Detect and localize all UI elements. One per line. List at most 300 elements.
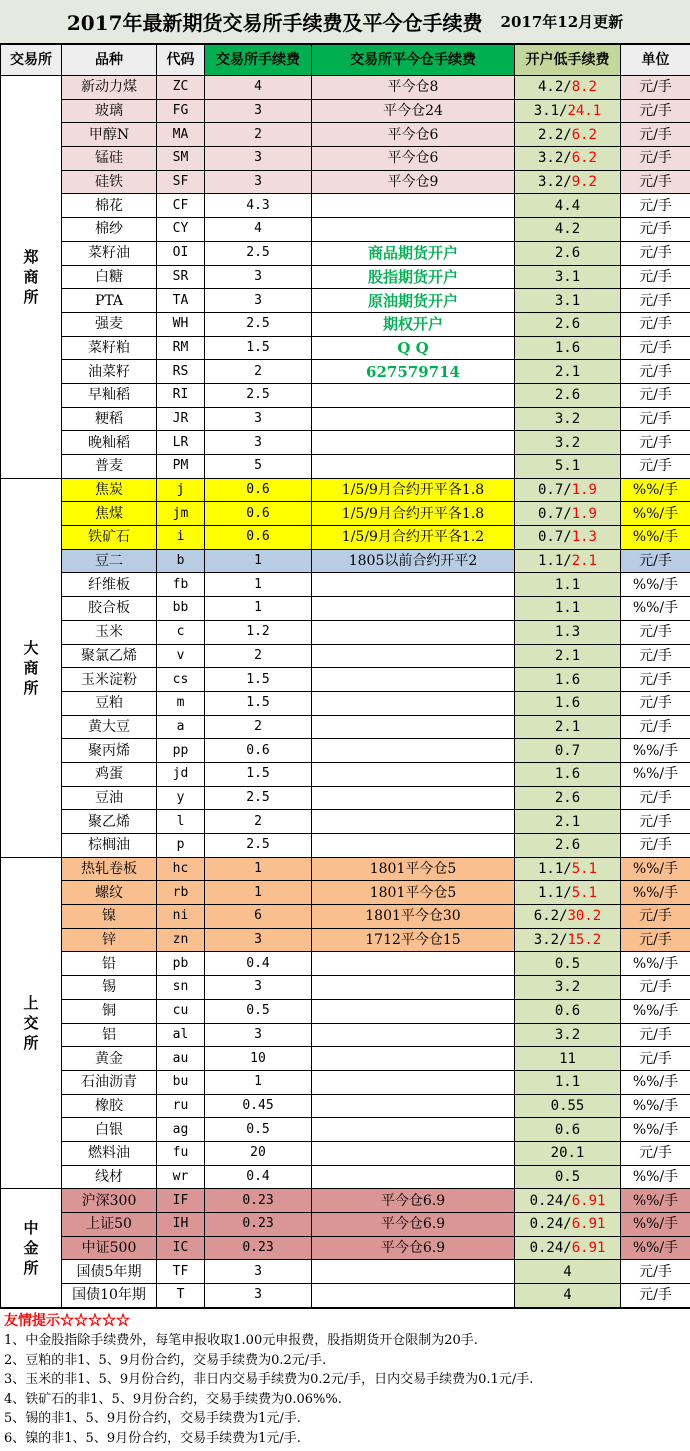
exchange-fee: 0.6 (205, 502, 312, 526)
exchange-fee: 2.5 (205, 312, 312, 336)
low-fee-base: 3.2 (555, 979, 580, 995)
notes-section (0, 1308, 690, 1451)
low-fee (515, 123, 621, 147)
table-row (1, 1189, 690, 1213)
table-row (1, 549, 690, 573)
product-name: PTA (62, 289, 157, 313)
fee-unit: 元/手 (621, 194, 690, 218)
product-code: jm (157, 502, 205, 526)
low-fee-base: 0.6 (555, 1003, 580, 1019)
fee-unit: 元/手 (621, 99, 690, 123)
table-row (1, 431, 690, 455)
table-row (1, 928, 690, 952)
product-name: 上证50 (62, 1213, 157, 1237)
close-today-fee (312, 218, 515, 242)
product-code: p (157, 834, 205, 858)
exchange-fee: 1.5 (205, 336, 312, 360)
exchange-fee: 5 (205, 455, 312, 479)
table-row (1, 1213, 690, 1237)
product-name: 玉米 (62, 620, 157, 644)
fee-unit: %%/手 (621, 573, 690, 597)
close-today-fee: 1805以前合约开平2 (312, 549, 515, 573)
low-fee (515, 265, 621, 289)
product-code: y (157, 786, 205, 810)
exchange-fee: 0.23 (205, 1236, 312, 1260)
exchange-fee: 3 (205, 99, 312, 123)
fee-unit: %%/手 (621, 597, 690, 621)
fee-unit: 元/手 (621, 1047, 690, 1071)
product-code: fu (157, 1141, 205, 1165)
low-fee (515, 881, 621, 905)
product-name: 豆二 (62, 549, 157, 573)
low-fee-base: 3.1 (555, 269, 580, 285)
exchange-fee: 3 (205, 265, 312, 289)
close-today-fee: 1/5/9月合约开平各1.2 (312, 526, 515, 550)
low-fee-close-today: 30.2 (568, 908, 602, 924)
product-name: 棉花 (62, 194, 157, 218)
table-row (1, 1070, 690, 1094)
table-row (1, 1023, 690, 1047)
fee-unit: 元/手 (621, 1023, 690, 1047)
product-name: 螺纹 (62, 881, 157, 905)
exchange-fee: 2 (205, 360, 312, 384)
close-today-fee: 平今仓6.9 (312, 1236, 515, 1260)
close-today-fee (312, 715, 515, 739)
low-fee (515, 905, 621, 929)
product-code: SM (157, 147, 205, 171)
low-fee (515, 289, 621, 313)
close-today-fee: 平今仓6 (312, 147, 515, 171)
low-fee-base: 4 (563, 1264, 571, 1280)
low-fee (515, 1070, 621, 1094)
table-row (1, 99, 690, 123)
exchange-name: 大商所 (1, 478, 62, 857)
low-fee (515, 999, 621, 1023)
close-today-fee (312, 597, 515, 621)
low-fee-base: 2.6 (555, 316, 580, 332)
product-name: 热轧卷板 (62, 857, 157, 881)
fee-unit: 元/手 (621, 147, 690, 171)
exchange-name: 中金所 (1, 1189, 62, 1307)
table-row (1, 383, 690, 407)
page-title: 2017年最新期货交易所手续费及平今仓手续费 (67, 7, 483, 36)
product-name: 聚乙烯 (62, 810, 157, 834)
product-code: b (157, 549, 205, 573)
close-today-fee: 1801平今仓30 (312, 905, 515, 929)
fee-unit: 元/手 (621, 336, 690, 360)
exchange-fee: 10 (205, 1047, 312, 1071)
close-today-fee: 平今仓6 (312, 123, 515, 147)
product-code: zn (157, 928, 205, 952)
table-row (1, 668, 690, 692)
product-name: 豆粕 (62, 691, 157, 715)
low-fee-base: 0.55 (551, 1098, 585, 1114)
close-today-fee: 1/5/9月合约开平各1.8 (312, 478, 515, 502)
low-fee (515, 312, 621, 336)
low-fee (515, 976, 621, 1000)
low-fee (515, 810, 621, 834)
table-row (1, 881, 690, 905)
product-code: RS (157, 360, 205, 384)
exchange-fee: 3 (205, 1023, 312, 1047)
exchange-fee: 1 (205, 597, 312, 621)
product-name: 黄大豆 (62, 715, 157, 739)
low-fee-base: 2.6 (555, 837, 580, 853)
low-fee-base: 5.1 (555, 458, 580, 474)
fee-unit: 元/手 (621, 786, 690, 810)
product-name: 普麦 (62, 455, 157, 479)
low-fee-base: 1.1/ (538, 861, 572, 877)
fee-unit: %%/手 (621, 1213, 690, 1237)
low-fee (515, 573, 621, 597)
product-name: 镍 (62, 905, 157, 929)
close-today-fee: 平今仓9 (312, 170, 515, 194)
low-fee-base: 4.2/ (538, 79, 572, 95)
product-code: al (157, 1023, 205, 1047)
close-today-fee (312, 1260, 515, 1284)
note-item: 5、锡的非1、5、9月份合约，交易手续费为1元/手. (4, 1409, 686, 1429)
fee-unit: %%/手 (621, 478, 690, 502)
close-today-fee (312, 1047, 515, 1071)
fee-unit: 元/手 (621, 691, 690, 715)
table-row (1, 644, 690, 668)
low-fee (515, 1260, 621, 1284)
exchange-fee: 3 (205, 928, 312, 952)
close-today-fee: 1712平今仓15 (312, 928, 515, 952)
low-fee-base: 0.24/ (530, 1240, 572, 1256)
product-code: fb (157, 573, 205, 597)
fee-unit: %%/手 (621, 739, 690, 763)
product-name: 新动力煤 (62, 76, 157, 100)
low-fee-base: 0.6 (555, 1122, 580, 1138)
product-code: CY (157, 218, 205, 242)
product-code: PM (157, 455, 205, 479)
update-date: 2017年12月更新 (501, 11, 624, 32)
low-fee (515, 99, 621, 123)
fee-unit: 元/手 (621, 928, 690, 952)
low-fee-close-today: 2.1 (572, 553, 597, 569)
close-today-fee: 1801平今仓5 (312, 857, 515, 881)
col-header-code: 代码 (157, 45, 205, 76)
exchange-fee: 2.5 (205, 786, 312, 810)
product-name: 石油沥青 (62, 1070, 157, 1094)
exchange-fee: 0.4 (205, 1165, 312, 1189)
low-fee-base: 0.7/ (538, 529, 572, 545)
exchange-fee: 2.5 (205, 834, 312, 858)
low-fee-close-today: 1.9 (572, 506, 597, 522)
low-fee-base: 2.6 (555, 387, 580, 403)
product-code: rb (157, 881, 205, 905)
close-today-fee (312, 455, 515, 479)
promo-text: 商品期货开户 (312, 241, 515, 265)
low-fee-close-today: 6.91 (572, 1240, 606, 1256)
table-body (1, 76, 690, 1308)
table-row (1, 265, 690, 289)
exchange-fee: 6 (205, 905, 312, 929)
product-name: 黄金 (62, 1047, 157, 1071)
low-fee (515, 928, 621, 952)
low-fee-base: 11 (559, 1051, 576, 1067)
exchange-fee: 3 (205, 407, 312, 431)
fee-unit: 元/手 (621, 549, 690, 573)
low-fee-base: 2.1 (555, 364, 580, 380)
product-code: pb (157, 952, 205, 976)
close-today-fee (312, 1094, 515, 1118)
product-code: a (157, 715, 205, 739)
low-fee (515, 1284, 621, 1308)
promo-text: 期权开户 (312, 312, 515, 336)
fee-unit: %%/手 (621, 526, 690, 550)
product-code: bb (157, 597, 205, 621)
fee-unit: 元/手 (621, 431, 690, 455)
close-today-fee (312, 573, 515, 597)
exchange-fee: 4 (205, 76, 312, 100)
product-code: l (157, 810, 205, 834)
low-fee-base: 3.1/ (534, 103, 568, 119)
product-name: 锰硅 (62, 147, 157, 171)
close-today-fee: 平今仓6.9 (312, 1189, 515, 1213)
exchange-fee: 3 (205, 431, 312, 455)
table-row (1, 573, 690, 597)
exchange-fee: 1 (205, 573, 312, 597)
close-today-fee (312, 834, 515, 858)
col-header-unit: 单位 (621, 45, 690, 76)
exchange-fee: 2.5 (205, 241, 312, 265)
product-name: 菜籽油 (62, 241, 157, 265)
close-today-fee: 平今仓24 (312, 99, 515, 123)
low-fee-base: 0.5 (555, 1169, 580, 1185)
exchange-fee: 0.45 (205, 1094, 312, 1118)
exchange-fee: 1.5 (205, 668, 312, 692)
low-fee (515, 857, 621, 881)
table-row (1, 1236, 690, 1260)
product-code: i (157, 526, 205, 550)
product-code: hc (157, 857, 205, 881)
col-header-low-fee: 开户低手续费 (515, 45, 621, 76)
low-fee (515, 383, 621, 407)
close-today-fee (312, 691, 515, 715)
low-fee-base: 0.7 (555, 743, 580, 759)
product-code: WH (157, 312, 205, 336)
low-fee-base: 3.2 (555, 435, 580, 451)
low-fee-base: 1.1 (555, 1074, 580, 1090)
low-fee-base: 4.2 (555, 221, 580, 237)
low-fee (515, 478, 621, 502)
table-row (1, 834, 690, 858)
product-name: 中证500 (62, 1236, 157, 1260)
product-name: 线材 (62, 1165, 157, 1189)
low-fee-base: 3.1 (555, 293, 580, 309)
fee-unit: %%/手 (621, 1236, 690, 1260)
product-name: 鸡蛋 (62, 762, 157, 786)
low-fee-base: 2.1 (555, 648, 580, 664)
product-code: CF (157, 194, 205, 218)
low-fee-base: 1.1/ (538, 553, 572, 569)
exchange-fee: 2.5 (205, 383, 312, 407)
exchange-fee: 1.5 (205, 691, 312, 715)
exchange-fee: 3 (205, 1284, 312, 1308)
close-today-fee (312, 999, 515, 1023)
exchange-fee: 1.2 (205, 620, 312, 644)
low-fee-base: 4 (563, 1287, 571, 1303)
col-header-exchange-fee: 交易所手续费 (205, 45, 312, 76)
close-today-fee: 平今仓6.9 (312, 1213, 515, 1237)
fee-unit: 元/手 (621, 312, 690, 336)
low-fee-base: 1.3 (555, 624, 580, 640)
product-name: 国债10年期 (62, 1284, 157, 1308)
product-code: MA (157, 123, 205, 147)
product-code: m (157, 691, 205, 715)
low-fee-close-today: 1.9 (572, 482, 597, 498)
fee-unit: 元/手 (621, 976, 690, 1000)
product-code: bu (157, 1070, 205, 1094)
fee-unit: 元/手 (621, 1260, 690, 1284)
exchange-fee: 0.5 (205, 1118, 312, 1142)
close-today-fee: 1801平今仓5 (312, 881, 515, 905)
low-fee (515, 360, 621, 384)
low-fee (515, 194, 621, 218)
note-item: 1、中金股指除手续费外，每笔申报收取1.00元申报费，股指期货开仓限制为20手. (4, 1331, 686, 1351)
exchange-fee: 2 (205, 644, 312, 668)
product-code: ZC (157, 76, 205, 100)
product-code: RM (157, 336, 205, 360)
close-today-fee (312, 194, 515, 218)
fee-unit: 元/手 (621, 289, 690, 313)
product-name: 锌 (62, 928, 157, 952)
product-code: ni (157, 905, 205, 929)
low-fee (515, 241, 621, 265)
close-today-fee: 1/5/9月合约开平各1.8 (312, 502, 515, 526)
table-row (1, 691, 690, 715)
product-name: 棉纱 (62, 218, 157, 242)
product-code: FG (157, 99, 205, 123)
fee-unit: %%/手 (621, 857, 690, 881)
low-fee-base: 2.6 (555, 790, 580, 806)
table-row (1, 241, 690, 265)
low-fee-close-today: 6.2 (572, 127, 597, 143)
table-row (1, 1118, 690, 1142)
low-fee (515, 1165, 621, 1189)
low-fee (515, 1118, 621, 1142)
table-row (1, 194, 690, 218)
low-fee-base: 1.6 (555, 695, 580, 711)
fee-unit: 元/手 (621, 668, 690, 692)
product-name: 铁矿石 (62, 526, 157, 550)
low-fee (515, 644, 621, 668)
fee-unit: %%/手 (621, 1189, 690, 1213)
table-row (1, 360, 690, 384)
table-row (1, 976, 690, 1000)
table-row (1, 336, 690, 360)
note-item: 6、镍的非1、5、9月份合约，交易手续费为1元/手. (4, 1429, 686, 1449)
product-name: 国债5年期 (62, 1260, 157, 1284)
table-row (1, 952, 690, 976)
table-row (1, 526, 690, 550)
low-fee-close-today: 5.1 (572, 861, 597, 877)
exchange-fee: 1 (205, 881, 312, 905)
low-fee (515, 786, 621, 810)
close-today-fee (312, 810, 515, 834)
table-row (1, 218, 690, 242)
close-today-fee (312, 976, 515, 1000)
product-code: sn (157, 976, 205, 1000)
low-fee (515, 834, 621, 858)
product-code: T (157, 1284, 205, 1308)
fee-unit: 元/手 (621, 407, 690, 431)
low-fee (515, 455, 621, 479)
fee-unit: %%/手 (621, 999, 690, 1023)
product-name: 锡 (62, 976, 157, 1000)
low-fee (515, 336, 621, 360)
table-row (1, 620, 690, 644)
low-fee (515, 691, 621, 715)
product-name: 玉米淀粉 (62, 668, 157, 692)
product-code: IH (157, 1213, 205, 1237)
low-fee (515, 1094, 621, 1118)
product-code: c (157, 620, 205, 644)
fee-unit: 元/手 (621, 715, 690, 739)
table-row (1, 1047, 690, 1071)
low-fee-base: 2.1 (555, 719, 580, 735)
low-fee (515, 1189, 621, 1213)
low-fee (515, 1047, 621, 1071)
product-name: 燃料油 (62, 1141, 157, 1165)
exchange-fee: 0.23 (205, 1213, 312, 1237)
product-name: 晚籼稻 (62, 431, 157, 455)
close-today-fee (312, 1118, 515, 1142)
page-title-bar (0, 0, 690, 44)
product-code: v (157, 644, 205, 668)
product-name: 棕榈油 (62, 834, 157, 858)
fee-unit: 元/手 (621, 218, 690, 242)
table-row (1, 810, 690, 834)
product-code: LR (157, 431, 205, 455)
low-fee-base: 4.4 (555, 198, 580, 214)
low-fee-base: 0.24/ (530, 1193, 572, 1209)
exchange-fee: 0.23 (205, 1189, 312, 1213)
fee-unit: 元/手 (621, 360, 690, 384)
exchange-fee: 3 (205, 976, 312, 1000)
product-code: RI (157, 383, 205, 407)
low-fee-base: 1.6 (555, 672, 580, 688)
low-fee (515, 1141, 621, 1165)
product-name: 焦炭 (62, 478, 157, 502)
low-fee (515, 1213, 621, 1237)
fee-unit: %%/手 (621, 881, 690, 905)
table-row (1, 407, 690, 431)
col-header-close-today-fee: 交易所平今仓手续费 (312, 45, 515, 76)
low-fee (515, 952, 621, 976)
fee-unit: %%/手 (621, 952, 690, 976)
product-code: IC (157, 1236, 205, 1260)
product-name: 聚氯乙烯 (62, 644, 157, 668)
product-name: 豆油 (62, 786, 157, 810)
table-row (1, 905, 690, 929)
exchange-fee: 4.3 (205, 194, 312, 218)
low-fee-base: 6.2/ (534, 908, 568, 924)
low-fee-close-today: 1.3 (572, 529, 597, 545)
close-today-fee (312, 431, 515, 455)
table-row (1, 1284, 690, 1308)
product-name: 早籼稻 (62, 383, 157, 407)
low-fee-close-today: 6.91 (572, 1193, 606, 1209)
low-fee-base: 0.7/ (538, 482, 572, 498)
fee-unit: 元/手 (621, 834, 690, 858)
close-today-fee (312, 739, 515, 763)
fee-unit: 元/手 (621, 265, 690, 289)
product-code: TF (157, 1260, 205, 1284)
table-row (1, 455, 690, 479)
